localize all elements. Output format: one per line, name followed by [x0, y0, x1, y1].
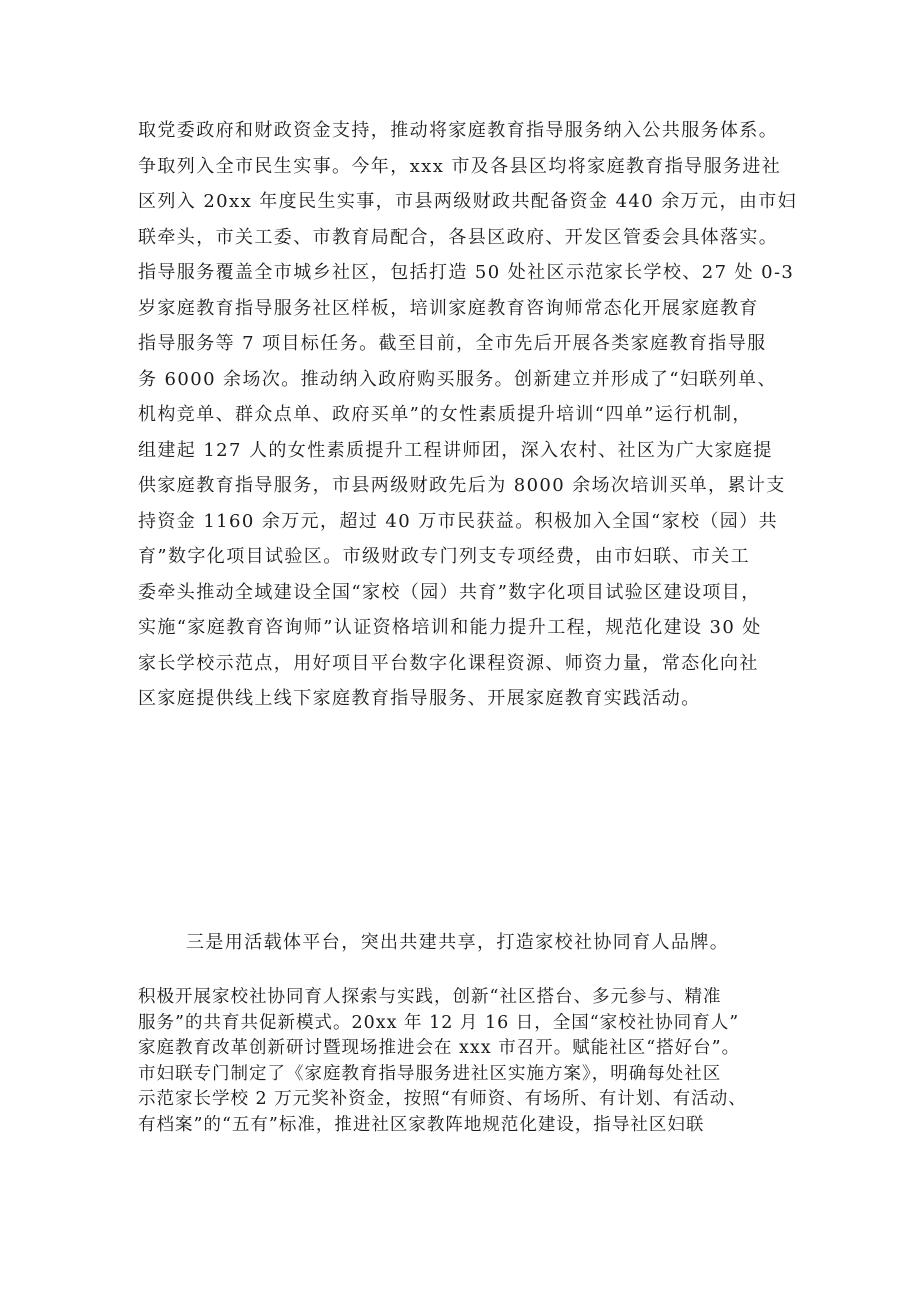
text-line: 供家庭教育指导服务，市县两级财政先后为 8000 余场次培训买单，累计支 [138, 475, 786, 496]
text-line: 联牵头，市关工委、市教育局配合，各县区政府、开发区管委会具体落实。 [138, 226, 779, 248]
text-line: 服务”的共育共促新模式。20xx 年 12 月 16 日，全国“家校社协同育人” [138, 1012, 740, 1033]
text-line: 实施“家庭教育咨询师”认证资格培训和能力提升工程，规范化建设 30 处 [138, 617, 762, 638]
text-line: 委牵头推动全域建设全国“家校（园）共育”数字化项目试验区建设项目， [138, 581, 761, 603]
text-line: 市妇联专门制定了《家庭教育指导服务进社区实施方案》，明确每处社区 [138, 1063, 722, 1084]
paragraph-funding-support [138, 118, 798, 722]
text-line: 示范家长学校 2 万元奖补资金，按照“有师资、有场所、有计划、有活动、 [138, 1089, 747, 1109]
text-line: 取党委政府和财政资金支持，推动将家庭教育指导服务纳入公共服务体系。 [138, 120, 779, 141]
text-line: 指导服务等 7 项目标任务。截至目前，全市先后开展各类家庭教育指导服 [138, 333, 767, 354]
text-line: 持资金 1160 余万元，超过 40 万市民获益。积极加入全国“家校（园）共 [138, 510, 778, 532]
text-line: 机构竞单、群众点单、政府买单”的女性素质提升培训“四单”运行机制， [138, 404, 752, 425]
text-line: 积极开展家校社协同育人探索与实践，创新“社区搭台、多元参与、精准 [138, 987, 722, 1007]
text-line: 区家庭提供线上线下家庭教育指导服务、开展家庭教育实践活动。 [138, 688, 701, 709]
text-line: 争取列入全市民生实事。今年，xxx 市及各县区均将家庭教育指导服务进社 [138, 155, 782, 177]
text-line: 家庭教育改革创新研讨暨现场推进会在 xxx 市召开。赋能社区“搭好台”。 [138, 1038, 741, 1058]
text-line: 育”数字化项目试验区。市级财政专门列支专项经费，由市妇联、市关工 [138, 546, 750, 567]
text-line: 指导服务覆盖全市城乡社区，包括打造 50 处社区示范家长学校、27 处 0-3 [138, 262, 795, 283]
text-line: 有档案”的“五有”标准，推进社区家教阵地规范化建设，指导社区妇联 [138, 1114, 705, 1135]
text-line: 区列入 20xx 年度民生实事，市县两级财政共配备资金 440 余万元，由市妇 [138, 191, 798, 212]
section-heading: 三是用活载体平台，突出共建共享，打造家校社协同育人品牌。 [186, 932, 730, 953]
text-line: 组建起 127 人的女性素质提升工程讲师团，深入农村、社区为广大家庭提 [138, 439, 773, 461]
text-line: 岁家庭教育指导服务社区样板，培训家庭教育咨询师常态化开展家庭教育 [138, 297, 759, 319]
text-line: 家长学校示范点，用好项目平台数字化课程资源、师资力量，常态化向社 [138, 652, 759, 674]
text-line: 务 6000 余场次。推动纳入政府购买服务。创新建立并形成了“妇联列单、 [138, 368, 777, 390]
paragraph-collaborative-education [138, 985, 798, 1138]
